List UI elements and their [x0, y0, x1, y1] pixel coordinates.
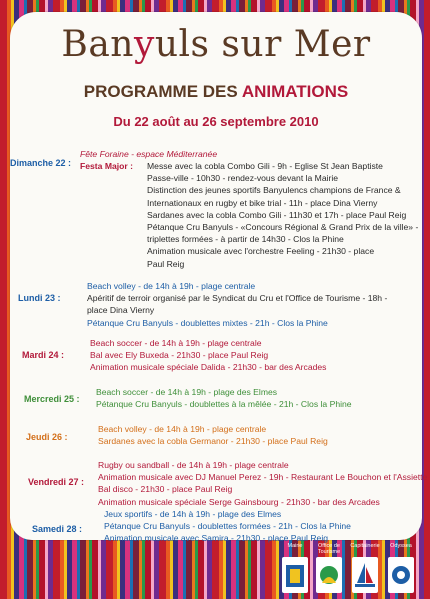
odyssea-logo-icon: [388, 557, 414, 593]
event-line: Animation musicale avec DJ Manuel Perez - 19h - Restaurant Le Bouchon et l'Assiette: [98, 472, 428, 483]
event-block-samedi: [104, 508, 351, 545]
event-line: Pétanque Cru Banyuls - doublettes à la mêlée - 21h - Clos la Phine: [96, 399, 352, 410]
event-line: Apéritif de terroir organisé par le Syndicat du Cru et l'Office de Tourisme - 18h -: [87, 293, 388, 304]
day-label-mardi: Mardi 24 :: [22, 350, 65, 360]
event-line: Pétanque Cru Banyuls - «Concours Régional & Grand Prix de la ville» -: [147, 222, 419, 233]
event-line: Sardanes avec la cobla Combo Gili - 11h30 et 17h - place Paul Reig: [147, 209, 407, 220]
event-line: Animation musicale avec Samira - 21h30 - place Paul Reig: [104, 533, 329, 544]
event-line: Paul Reig: [147, 258, 185, 269]
event-block-mardi: [90, 337, 326, 374]
capitainerie-logo-icon: [352, 557, 378, 593]
mairie-logo-icon: [282, 557, 308, 593]
event-line: Pétanque Cru Banyuls - doublettes mixtes - 21h - Clos la Phine: [87, 317, 328, 328]
event-line: Sardanes avec la cobla Germanor - 21h30 - place Paul Reig: [98, 436, 328, 447]
page-title: [10, 24, 422, 65]
logo-label-odyssea: Odyssea: [390, 543, 412, 549]
program-subtitle: [10, 82, 422, 102]
subtitle-part-1: PROGRAMME DES: [83, 82, 242, 101]
day-label-lundi: Lundi 23 :: [18, 293, 61, 303]
day-label-mercredi: Mercredi 25 :: [24, 394, 80, 404]
event-line: Rugby ou sandball - de 14h à 19h - plage centrale: [98, 460, 289, 470]
event-line: triplettes formées - à partir de 14h30 - Clos la Phine: [147, 234, 344, 245]
day-label-dimanche: Dimanche 22 :: [10, 158, 72, 168]
event-line: Pétanque Cru Banyuls - doublettes formées - 21h - Clos la Phine: [104, 521, 351, 532]
day-label-jeudi: Jeudi 26 :: [26, 432, 68, 442]
logo-label-mairie: Mairie: [287, 543, 303, 549]
event-line: Internationaux en rugby et bike trial - 11h - place Dina Vierny: [147, 197, 378, 208]
title-part-2: uls sur Mer: [154, 24, 371, 65]
event-line: Festa Major :: [80, 161, 134, 172]
event-line: Beach soccer - de 14h à 19h - plage centrale: [90, 338, 262, 348]
logo-label-office: Office de Tourisme: [317, 543, 341, 555]
title-part-1: Ban: [61, 24, 134, 65]
event-block-jeudi: [98, 423, 328, 447]
event-line: Animation musicale avec l'orchestre Feeling - 21h30 - place: [147, 246, 375, 257]
event-line: Distinction des jeunes sportifs Banyulencs champions de France &: [147, 185, 401, 196]
event-line: Beach volley - de 14h à 19h - plage centrale: [87, 281, 256, 291]
office-tourisme-logo-icon: [316, 557, 342, 593]
event-block-mercredi: [96, 386, 352, 410]
event-line: Passe-ville - 10h30 - rendez-vous devant la Mairie: [147, 173, 339, 184]
title-accent-letter: y: [133, 24, 155, 65]
event-line: Messe avec la cobla Combo Gili - 9h - Eglise St Jean Baptiste: [147, 161, 383, 171]
subtitle-accent: ANIMATIONS: [241, 82, 349, 101]
event-line: Animation musicale spéciale Dalida - 21h30 - bar des Arcades: [90, 362, 327, 373]
event-block-dimanche-details: [147, 160, 418, 270]
event-line: Beach volley - de 14h à 19h - plage centrale: [98, 424, 267, 434]
event-block-lundi: [87, 280, 387, 329]
event-block-vendredi: [98, 459, 427, 508]
day-label-samedi: Samedi 28 :: [32, 524, 83, 534]
sponsor-logos: [278, 543, 418, 595]
event-line: Animation musicale spéciale Serge Gainsbourg - 21h30 - bar des Arcades: [98, 496, 380, 507]
logo-label-capitainerie: Capitainerie: [350, 543, 380, 549]
program-card: [10, 12, 428, 544]
event-line: Bal disco - 21h30 - place Paul Reig: [98, 484, 233, 495]
event-line: Bal avec Ely Buxeda - 21h30 - place Paul Reig: [90, 350, 269, 361]
date-range: Du 22 août au 26 septembre 2010: [113, 114, 319, 129]
event-line: place Dina Vierny: [87, 305, 155, 316]
day-label-vendredi: Vendredi 27 :: [28, 477, 85, 487]
event-line: Fête Foraine - espace Méditerranée: [80, 149, 218, 159]
event-line: Jeux sportifs - de 14h à 19h - plage des Elmes: [104, 509, 282, 519]
event-line: Beach soccer - de 14h à 19h - plage des Elmes: [96, 387, 278, 397]
